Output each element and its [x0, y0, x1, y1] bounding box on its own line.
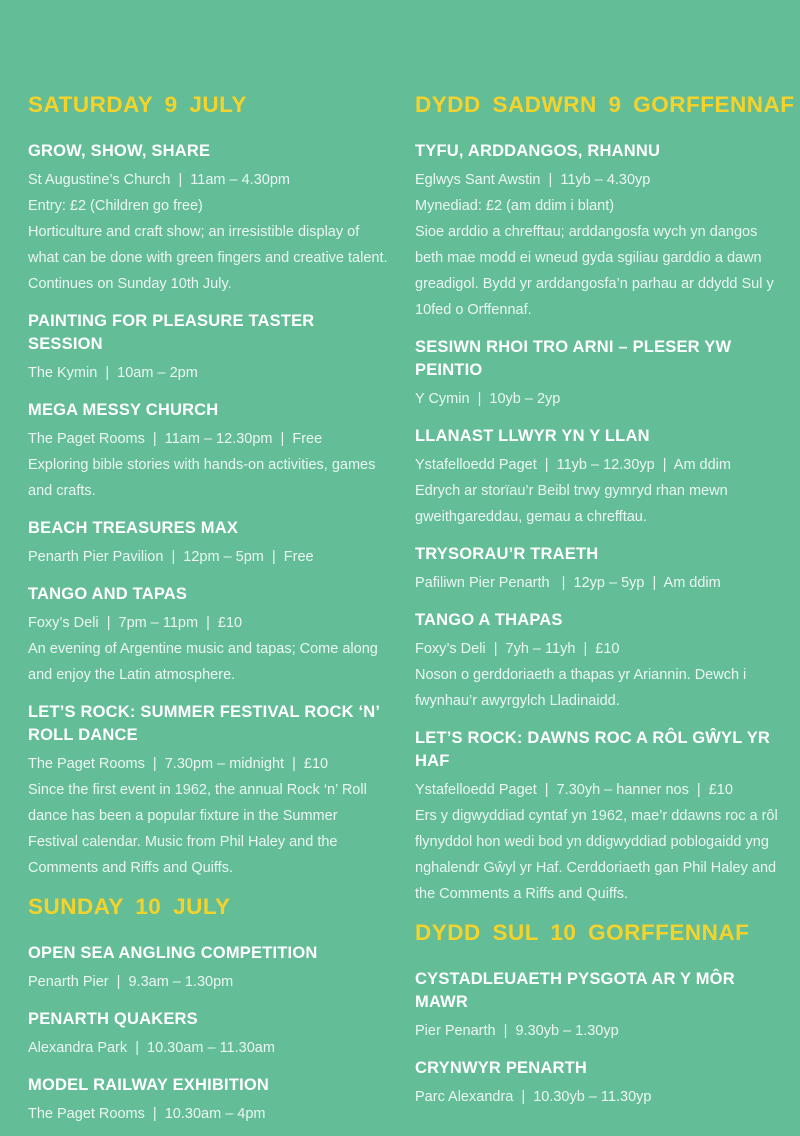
event-title: GROW, SHOW, SHARE — [28, 142, 211, 160]
day-heading: SUNDAY 10 JULY — [28, 894, 231, 919]
event-title: TANGO AND TAPAS — [28, 585, 188, 603]
event-meta: Ystafelloedd Paget | 11yb – 12.30yp | Am ddim — [415, 457, 731, 473]
event-meta: Mynediad: £2 (am ddim i blant) — [415, 198, 615, 214]
event-item — [28, 1074, 390, 1127]
event-title: LLANAST LLWYR YN Y LLAN — [415, 427, 650, 445]
event-meta: Y Cymin | 10yb – 2yp — [415, 391, 561, 407]
event-meta: Entry: £2 (Children go free) — [28, 198, 203, 214]
event-title: LET’S ROCK: DAWNS ROC A RÔL GŴYL YR HAF — [415, 729, 771, 770]
event-description: Since the first event in 1962, the annual Rock ‘n’ Roll dance has been a popular fixture in the Summer Festival calendar. Music from Phil Haley and the Comments and Riffs and Quiffs. — [28, 782, 367, 876]
event-meta: The Kymin | 10am – 2pm — [28, 365, 198, 381]
event-meta: Foxy’s Deli | 7pm – 11pm | £10 — [28, 615, 243, 631]
event-title: BEACH TREASURES MAX — [28, 519, 239, 537]
event-item — [415, 543, 787, 596]
day-heading: SATURDAY 9 JULY — [28, 92, 247, 117]
event-meta: Penarth Pier Pavilion | 12pm – 5pm | Free — [28, 549, 314, 565]
event-title: TANGO A THAPAS — [415, 611, 563, 629]
event-item — [28, 517, 390, 570]
column-english — [28, 92, 390, 1136]
event-meta: Foxy’s Deli | 7yh – 11yh | £10 — [415, 641, 620, 657]
event-title: CYSTADLEUAETH PYSGOTA AR Y MÔR MAWR — [415, 970, 735, 1011]
event-title: SESIWN RHOI TRO ARNI – PLESER YW PEINTIO — [415, 338, 732, 379]
event-meta: The Paget Rooms | 11am – 12.30pm | Free — [28, 431, 323, 447]
event-meta: Alexandra Park | 10.30am – 11.30am — [28, 1040, 275, 1056]
event-meta: Pier Penarth | 9.30yb – 1.30yp — [415, 1023, 619, 1039]
event-title: MEGA MESSY CHURCH — [28, 401, 219, 419]
event-item — [415, 727, 787, 907]
event-description: Noson o gerddoriaeth a thapas yr Ariannin. Dewch i fwynhau’r awyrgylch Lladinaidd. — [415, 667, 747, 709]
event-item — [28, 399, 390, 504]
event-description: Edrych ar storïau’r Beibl trwy gymryd rhan mewn gweithgareddau, gemau a chrefftau. — [415, 483, 728, 525]
event-title: LET’S ROCK: SUMMER FESTIVAL ROCK ‘N’ ROLL DANCE — [28, 703, 380, 744]
event-title: OPEN SEA ANGLING COMPETITION — [28, 944, 318, 962]
event-meta: Eglwys Sant Awstin | 11yb – 4.30yp — [415, 172, 651, 188]
event-title: PENARTH QUAKERS — [28, 1010, 198, 1028]
event-title: CRYNWYR PENARTH — [415, 1059, 587, 1077]
event-title: MODEL RAILWAY EXHIBITION — [28, 1076, 270, 1094]
event-item — [28, 310, 390, 386]
event-description: Horticulture and craft show; an irresistible display of what can be done with green fingers and creative talent. Continues on Sunday 10th July. — [28, 224, 388, 292]
event-item — [415, 1057, 787, 1110]
event-title: PAINTING FOR PLEASURE TASTER SESSION — [28, 312, 315, 353]
event-description: Exploring bible stories with hands-on activities, games and crafts. — [28, 457, 376, 499]
day-heading: DYDD SUL 10 GORFFENNAF — [415, 920, 750, 945]
event-title: TRYSORAU’R TRAETH — [415, 545, 599, 563]
event-title: TYFU, ARDDANGOS, RHANNU — [415, 142, 661, 160]
day-heading: DYDD SADWRN 9 GORFFENNAF — [415, 92, 795, 117]
event-description: Ers y digwyddiad cyntaf yn 1962, mae’r ddawns roc a rôl flynyddol hon wedi bod yn ddigwyddiad poblogaidd yng nghalendr Gŵyl yr Haf. Cerddoriaeth gan Phil Haley and the Comments a Riffs and Quiffs. — [415, 808, 778, 902]
event-item — [28, 942, 390, 995]
event-item — [415, 336, 787, 412]
event-meta: The Paget Rooms | 7.30pm – midnight | £10 — [28, 756, 329, 772]
event-item — [28, 140, 390, 297]
event-description: Sioe arddio a chrefftau; arddangosfa wych yn dangos beth mae modd ei wneud gyda sgiliau garddio a dawn greadigol. Bydd yr arddangosfa’n parhau ar ddydd Sul y 10fed o Orffennaf. — [415, 224, 774, 318]
event-item — [415, 425, 787, 530]
column-welsh — [415, 92, 795, 1136]
event-item — [415, 609, 787, 714]
event-item — [415, 968, 787, 1044]
event-meta: Ystafelloedd Paget | 7.30yh – hanner nos | £10 — [415, 782, 733, 798]
event-description: An evening of Argentine music and tapas; Come along and enjoy the Latin atmosphere. — [28, 641, 378, 683]
event-meta: The Paget Rooms | 10.30am – 4pm — [28, 1106, 266, 1122]
event-item — [28, 701, 390, 881]
event-meta: Penarth Pier | 9.3am – 1.30pm — [28, 974, 234, 990]
event-item — [28, 1008, 390, 1061]
event-meta: St Augustine’s Church | 11am – 4.30pm — [28, 172, 290, 188]
event-item — [28, 583, 390, 688]
event-item — [415, 140, 787, 323]
programme-columns — [28, 92, 795, 1136]
event-meta: Pafiliwn Pier Penarth | 12yp – 5yp | Am ddim — [415, 575, 721, 591]
event-meta: Parc Alexandra | 10.30yb – 11.30yp — [415, 1089, 652, 1105]
